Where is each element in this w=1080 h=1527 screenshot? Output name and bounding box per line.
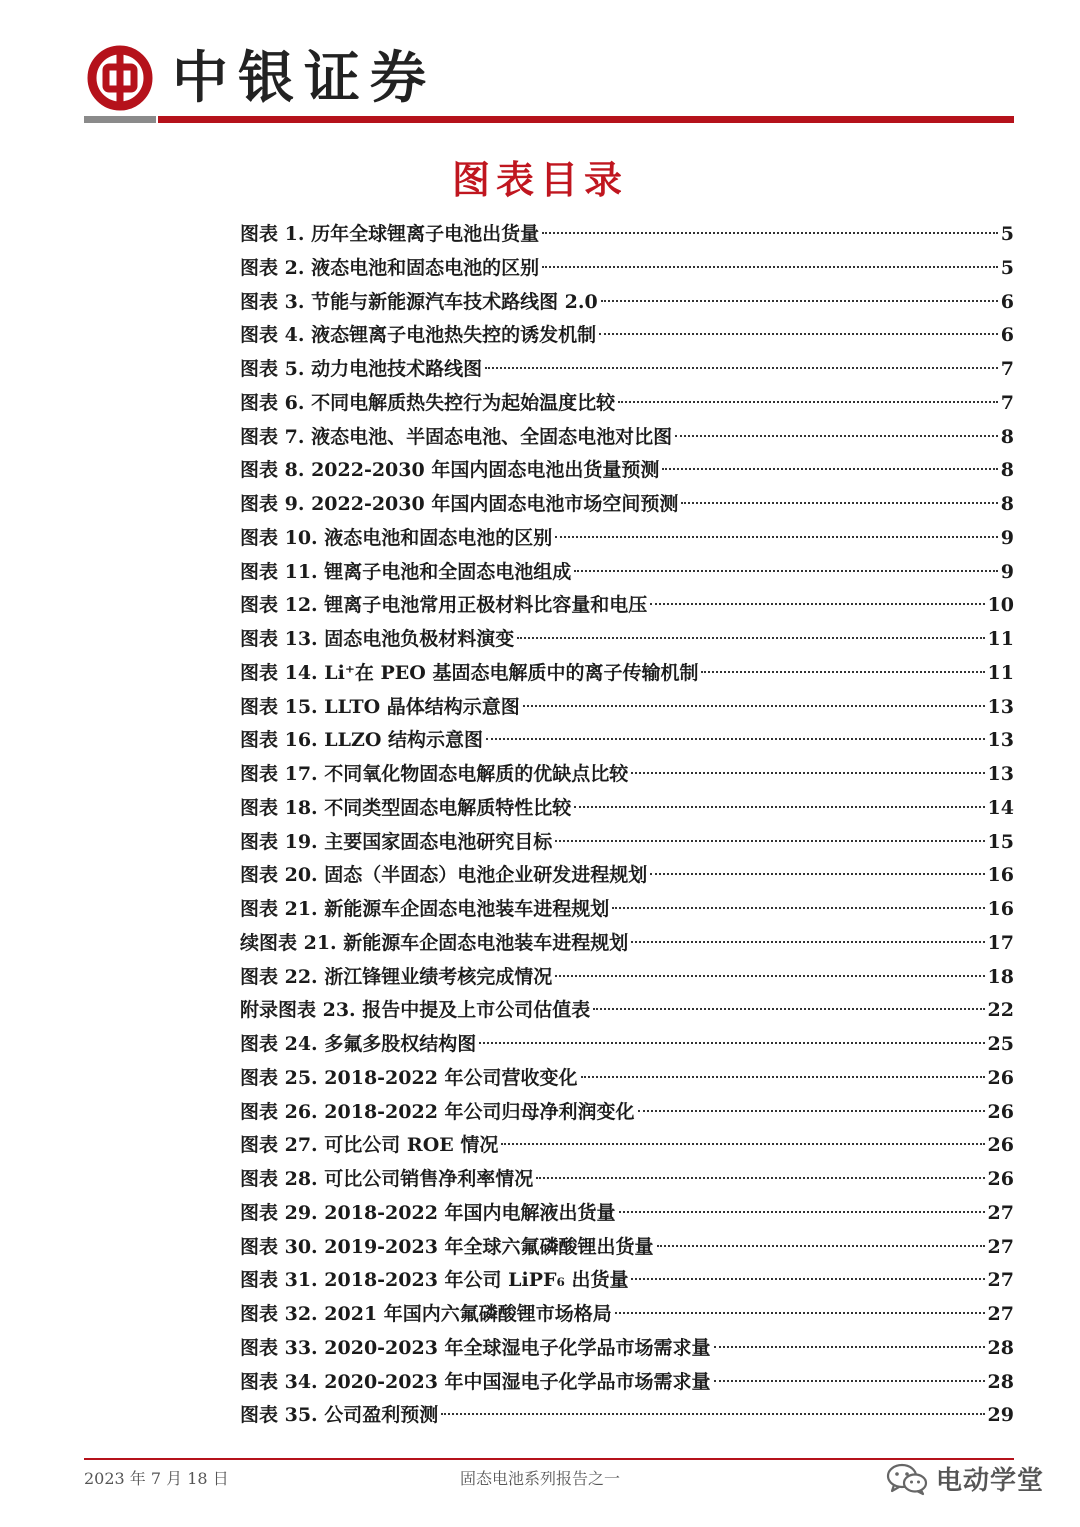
footer-rule: [84, 1458, 1014, 1460]
toc-entry[interactable]: [240, 454, 1014, 488]
toc-entry[interactable]: [240, 488, 1014, 522]
header-rule-gray: [84, 116, 156, 123]
toc-entry-page-number: 6: [1000, 324, 1014, 347]
toc-entry[interactable]: [240, 1298, 1014, 1332]
toc-entry-page-number: 7: [1000, 358, 1014, 380]
toc-dot-leader: [631, 941, 984, 943]
toc-entry-page-number: 10: [987, 594, 1014, 617]
toc-entry[interactable]: [240, 1231, 1014, 1265]
toc-entry-page-number: 26: [987, 1100, 1014, 1123]
watermark: [886, 1460, 1044, 1497]
toc-entry-page-number: 27: [987, 1303, 1014, 1325]
toc-entry-label: 图表 21. 新能源车企固态电池装车进程规划: [240, 898, 610, 920]
toc-entry-label: 图表 14. Li⁺在 PEO 基固态电解质中的离子传输机制: [240, 661, 699, 684]
toc-entry[interactable]: [240, 691, 1014, 725]
toc-dot-leader: [581, 1076, 985, 1078]
toc-entry[interactable]: [240, 1163, 1014, 1197]
toc-entry-label: 图表 24. 多氟多股权结构图: [240, 1033, 477, 1055]
toc-dot-leader: [615, 1312, 985, 1314]
toc-dot-leader: [542, 266, 998, 268]
toc-entry-label: 图表 10. 液态电池和固态电池的区别: [240, 526, 553, 549]
toc-dot-leader: [612, 907, 984, 909]
toc-entry-label: 图表 26. 2018-2022 年公司归母净利润变化: [240, 1100, 635, 1123]
toc-entry-label: 图表 11. 锂离子电池和全固态电池组成: [240, 560, 572, 583]
toc-entry-label: 图表 7. 液态电池、半固态电池、全固态电池对比图: [240, 425, 673, 448]
toc-entry-page-number: 17: [987, 931, 1014, 954]
toc-dot-leader: [618, 401, 998, 403]
toc-dot-leader: [650, 603, 984, 605]
toc-entry-page-number: 8: [1000, 493, 1014, 515]
toc-entry-page-number: 14: [987, 796, 1014, 819]
toc-entry-page-number: 9: [1000, 560, 1014, 583]
toc-dot-leader: [601, 300, 998, 302]
toc-entry-label: 图表 34. 2020-2023 年中国湿电子化学品市场需求量: [240, 1370, 711, 1393]
toc-entry[interactable]: [240, 859, 1014, 893]
toc-entry-page-number: 26: [987, 1134, 1014, 1157]
toc-entry[interactable]: [240, 994, 1014, 1028]
toc-entry-label: 图表 9. 2022-2030 年国内固态电池市场空间预测: [240, 493, 679, 515]
toc-dot-leader: [662, 468, 997, 470]
toc-dot-leader: [555, 536, 997, 538]
toc-entry-page-number: 29: [987, 1404, 1014, 1427]
toc-entry[interactable]: [240, 893, 1014, 927]
toc-entry-page-number: 13: [987, 695, 1014, 718]
toc-entry-page-number: 28: [987, 1336, 1014, 1359]
toc-entry[interactable]: [240, 353, 1014, 387]
toc-entry-label: 图表 8. 2022-2030 年国内固态电池出货量预测: [240, 459, 660, 482]
toc-entry-page-number: 8: [1000, 425, 1014, 448]
toc-dot-leader: [485, 367, 998, 369]
toc-entry-label: 图表 27. 可比公司 ROE 情况: [240, 1134, 499, 1157]
toc-entry[interactable]: [240, 623, 1014, 657]
toc-dot-leader: [675, 435, 998, 437]
toc-entry-label: 图表 12. 锂离子电池常用正极材料比容量和电压: [240, 594, 648, 617]
toc-entry-label: 图表 29. 2018-2022 年国内电解液出货量: [240, 1201, 616, 1224]
toc-entry[interactable]: [240, 1062, 1014, 1096]
toc-entry-label: 图表 6. 不同电解质热失控行为起始温度比较: [240, 391, 616, 414]
toc-entry-label: 续图表 21. 新能源车企固态电池装车进程规划: [240, 931, 629, 954]
toc-entry-label: 图表 19. 主要国家固态电池研究目标: [240, 830, 553, 853]
bank-of-china-logo-icon: [86, 44, 154, 112]
toc-dot-leader: [701, 671, 984, 673]
toc-dot-leader: [650, 873, 984, 875]
toc-entry[interactable]: [240, 792, 1014, 826]
toc-entry[interactable]: [240, 319, 1014, 353]
toc-entry[interactable]: [240, 1399, 1014, 1433]
toc-dot-leader: [479, 1042, 984, 1044]
toc-entry[interactable]: [240, 1332, 1014, 1366]
toc-entry[interactable]: [240, 826, 1014, 860]
toc-dot-leader: [619, 1211, 985, 1213]
toc-entry-page-number: 26: [987, 1168, 1014, 1190]
toc-entry-label: 图表 18. 不同类型固态电解质特性比较: [240, 796, 572, 819]
footer-date: 2023 年 7 月 18 日: [84, 1469, 229, 1488]
toc-entry[interactable]: [240, 961, 1014, 995]
toc-dot-leader: [517, 637, 984, 639]
header-rule-red: [158, 116, 1014, 123]
toc-dot-leader: [555, 975, 984, 977]
toc-dot-leader: [714, 1380, 985, 1382]
toc-dot-leader: [574, 570, 997, 572]
toc-entry-page-number: 8: [1000, 459, 1014, 482]
toc-entry-label: 图表 32. 2021 年国内六氟磷酸锂市场格局: [240, 1303, 612, 1325]
toc-entry-page-number: 25: [987, 1033, 1014, 1055]
toc-entry-page-number: 6: [1000, 290, 1014, 313]
toc-entry-page-number: 5: [1000, 223, 1014, 245]
toc-entry[interactable]: [240, 387, 1014, 421]
toc-entry-page-number: 22: [987, 999, 1014, 1022]
toc-entry-page-number: 13: [987, 763, 1014, 785]
toc-entry[interactable]: [240, 758, 1014, 792]
toc-dot-leader: [555, 840, 984, 842]
page-header: [84, 40, 1014, 126]
toc-entry[interactable]: [240, 252, 1014, 286]
page-title: 图表目录: [451, 157, 628, 202]
toc-entry[interactable]: [240, 556, 1014, 590]
toc-entry-page-number: 16: [987, 864, 1014, 887]
toc-entry[interactable]: [240, 724, 1014, 758]
toc-dot-leader: [638, 1110, 985, 1112]
toc-entry-label: 图表 13. 固态电池负极材料演变: [240, 628, 515, 650]
toc-entry-page-number: 15: [987, 830, 1014, 853]
toc-entry-page-number: 7: [1000, 391, 1014, 414]
toc-entry-label: 图表 22. 浙江锋锂业绩考核完成情况: [240, 965, 553, 988]
toc-dot-leader: [593, 1008, 984, 1010]
toc-entry[interactable]: [240, 218, 1014, 252]
toc-dot-leader: [681, 502, 997, 504]
toc-entry-label: 图表 16. LLZO 结构示意图: [240, 729, 484, 752]
toc-entry[interactable]: [240, 657, 1014, 691]
brand-name: 中银证券: [172, 45, 436, 111]
toc-dot-leader: [441, 1413, 984, 1415]
toc-dot-leader: [542, 232, 998, 234]
toc-entry[interactable]: [240, 589, 1014, 623]
toc-entry-page-number: 27: [987, 1201, 1014, 1224]
toc-entry-page-number: 11: [987, 661, 1014, 684]
toc-entry-label: 图表 31. 2018-2023 年公司 LiPF₆ 出货量: [240, 1269, 629, 1292]
toc-entry-label: 图表 20. 固态（半固态）电池企业研发进程规划: [240, 864, 648, 887]
toc-entry-label: 图表 30. 2019-2023 年全球六氟磷酸锂出货量: [240, 1235, 654, 1258]
toc-entry[interactable]: [240, 1197, 1014, 1231]
toc-dot-leader: [599, 333, 998, 335]
toc-entry-page-number: 16: [987, 898, 1014, 920]
toc-dot-leader: [714, 1346, 985, 1348]
toc-dot-leader: [574, 806, 984, 808]
toc-entry-page-number: 26: [987, 1066, 1014, 1089]
toc-entry[interactable]: [240, 522, 1014, 556]
toc-entry-label: 图表 4. 液态锂离子电池热失控的诱发机制: [240, 324, 597, 347]
toc-entry[interactable]: [240, 421, 1014, 455]
watermark-text: 电动学堂: [936, 1466, 1045, 1496]
toc-entry-page-number: 28: [987, 1370, 1014, 1393]
toc-entry-page-number: 9: [1000, 526, 1014, 549]
footer-series-title: 固态电池系列报告之一: [459, 1469, 620, 1488]
wechat-icon: [886, 1462, 928, 1496]
toc-entry-label: 图表 35. 公司盈利预测: [240, 1404, 439, 1427]
toc-entry-label: 图表 5. 动力电池技术路线图: [240, 358, 483, 380]
toc-entry-page-number: 18: [987, 965, 1014, 988]
toc-list: [240, 218, 1014, 1433]
toc-entry-page-number: 27: [987, 1269, 1014, 1292]
toc-entry[interactable]: [240, 927, 1014, 961]
toc-entry-label: 图表 25. 2018-2022 年公司营收变化: [240, 1066, 578, 1089]
toc-dot-leader: [536, 1177, 984, 1179]
toc-entry-page-number: 11: [987, 628, 1014, 650]
toc-entry[interactable]: [240, 1096, 1014, 1130]
toc-dot-leader: [631, 1278, 984, 1280]
toc-entry[interactable]: [240, 286, 1014, 320]
toc-dot-leader: [501, 1143, 984, 1145]
toc-entry-page-number: 5: [1000, 256, 1014, 279]
toc-entry[interactable]: [240, 1129, 1014, 1163]
toc-entry[interactable]: [240, 1366, 1014, 1400]
toc-entry-label: 图表 3. 节能与新能源汽车技术路线图 2.0: [240, 290, 598, 313]
toc-entry-label: 图表 28. 可比公司销售净利率情况: [240, 1168, 534, 1190]
toc-entry-page-number: 13: [987, 729, 1014, 752]
toc-entry-label: 附录图表 23. 报告中提及上市公司估值表: [240, 999, 591, 1022]
toc-entry[interactable]: [240, 1264, 1014, 1298]
toc-entry[interactable]: [240, 1028, 1014, 1062]
toc-entry-label: 图表 1. 历年全球锂离子电池出货量: [240, 223, 540, 245]
toc-entry-label: 图表 17. 不同氧化物固态电解质的优缺点比较: [240, 763, 629, 785]
toc-entry-label: 图表 33. 2020-2023 年全球湿电子化学品市场需求量: [240, 1336, 711, 1359]
toc-entry-label: 图表 15. LLTO 晶体结构示意图: [240, 695, 520, 718]
toc-dot-leader: [631, 772, 984, 774]
toc-entry-label: 图表 2. 液态电池和固态电池的区别: [240, 256, 540, 279]
toc-dot-leader: [486, 738, 985, 740]
toc-entry-page-number: 27: [987, 1235, 1014, 1258]
toc-dot-leader: [523, 705, 985, 707]
toc-dot-leader: [657, 1245, 985, 1247]
